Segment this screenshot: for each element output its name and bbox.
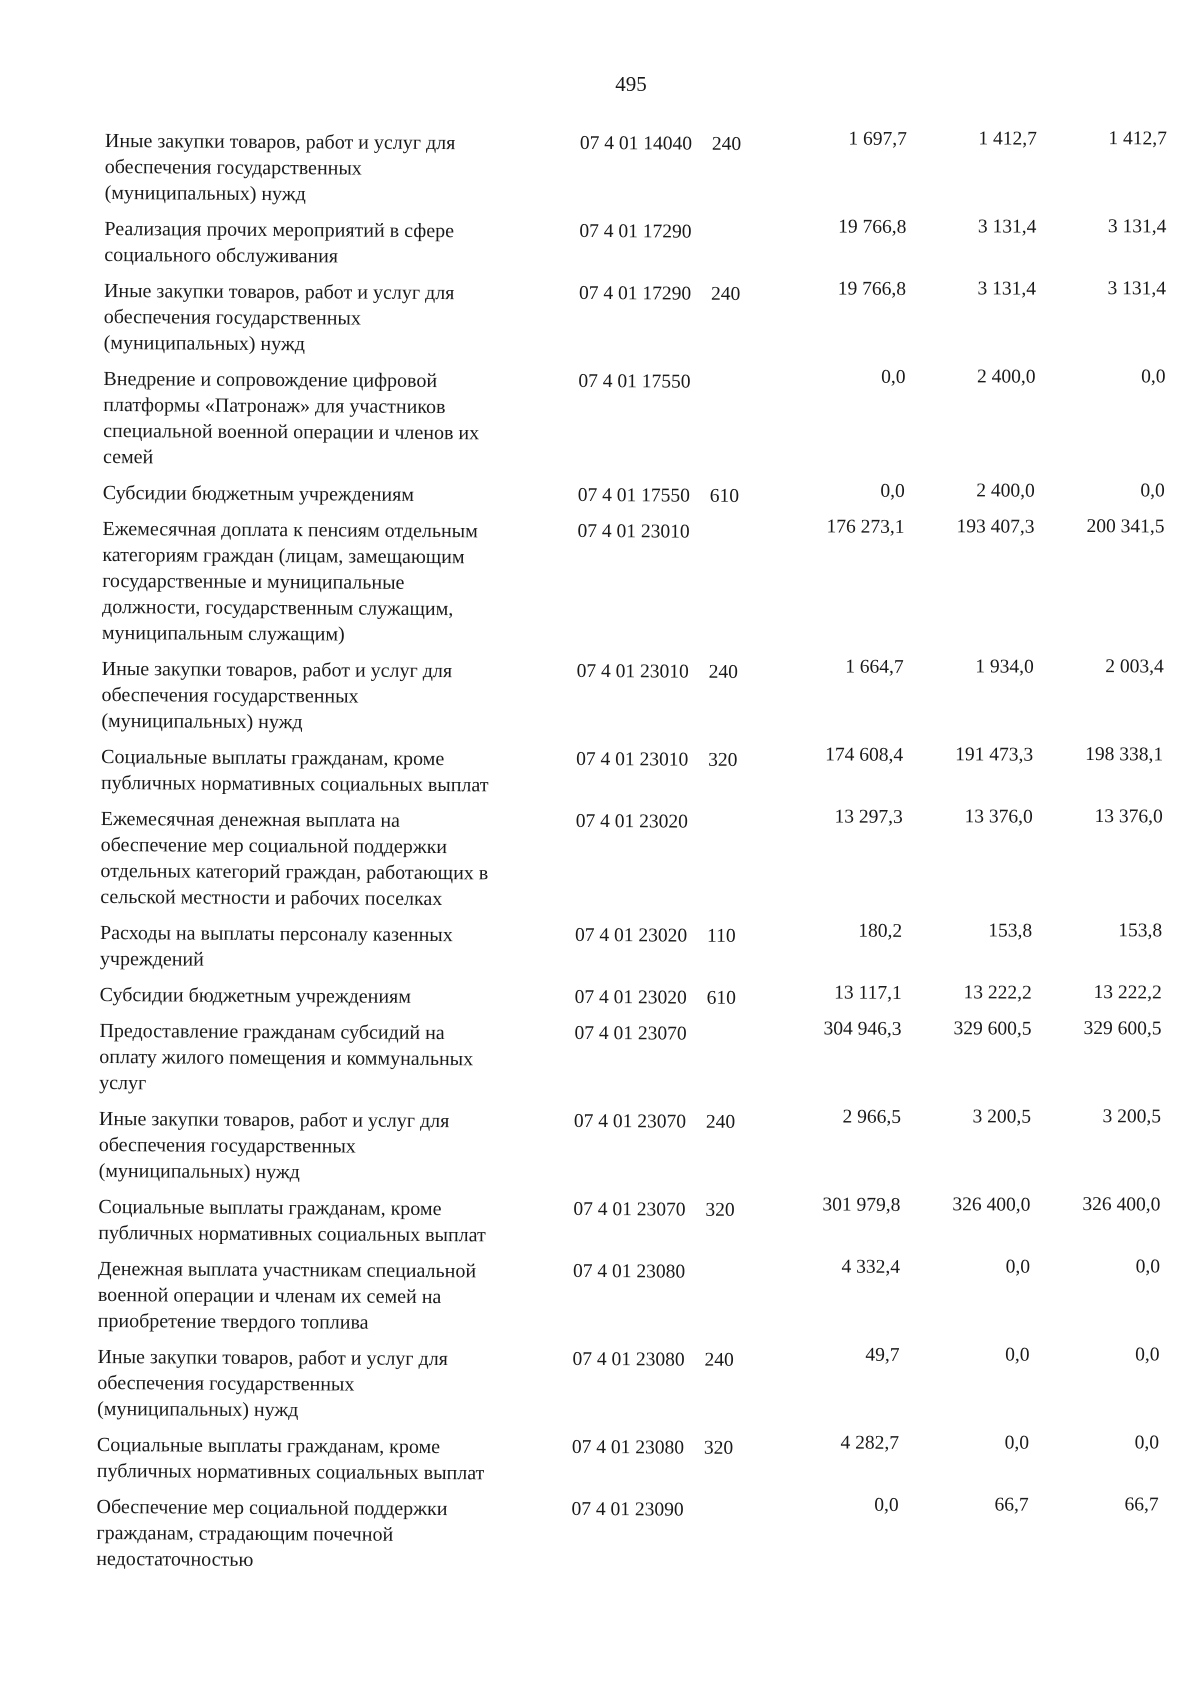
row-value-year2: 3 131,4 <box>977 216 1037 238</box>
row-value-year1: 1 664,7 <box>845 656 904 678</box>
row-name: Обеспечение мер социальной поддержки гражданам, страдающим почечной недостаточностью <box>96 1495 448 1571</box>
row-value-year3: 200 341,5 <box>1086 516 1165 538</box>
row-code: 07 4 01 17550 <box>578 370 691 393</box>
row-value-year1: 180,2 <box>858 920 903 942</box>
row-code: 07 4 01 17550 <box>577 484 690 507</box>
row-value-year2: 326 400,0 <box>952 1194 1031 1216</box>
row-value-year1: 0,0 <box>881 366 906 388</box>
table-row <box>96 1494 1171 1579</box>
table-row <box>98 1194 1173 1253</box>
row-name: Субсидии бюджетным учреждениям <box>102 481 415 506</box>
row-name: Предоставление гражданам субсидий на оплату жилого помещения и коммунальных услуг <box>99 1019 474 1095</box>
row-code: 07 4 01 23020 <box>575 924 688 947</box>
row-value-year3: 0,0 <box>1135 1256 1161 1278</box>
row-value-year1: 4 282,7 <box>840 1432 900 1454</box>
row-code: 07 4 01 23080 <box>571 1436 685 1459</box>
table-row <box>100 806 1176 917</box>
table-row <box>101 744 1176 803</box>
row-value-year3: 0,0 <box>1140 480 1165 502</box>
table-row <box>99 1018 1174 1103</box>
table-row <box>104 216 1179 275</box>
row-value-year2: 3 200,5 <box>972 1106 1032 1128</box>
row-code: 07 4 01 23010 <box>576 748 689 771</box>
row-expense-type: 320 <box>703 1437 734 1459</box>
table-row <box>97 1344 1172 1429</box>
row-name: Иные закупки товаров, работ и услуг для обеспечения государственных (муниципальных) нужд <box>97 1345 448 1422</box>
row-name: Внедрение и сопровождение цифровой платформы «Патронаж» для участников специальной военной операции и членов их семей <box>102 367 480 469</box>
row-code: 07 4 01 23090 <box>571 1498 684 1521</box>
row-value-year1: 0,0 <box>874 1494 899 1516</box>
row-value-year1: 304 946,3 <box>823 1018 902 1040</box>
table-row <box>97 1432 1172 1491</box>
row-code: 07 4 01 23070 <box>573 1198 686 1221</box>
row-value-year1: 13 117,1 <box>834 982 902 1004</box>
row-value-year2: 329 600,5 <box>953 1018 1032 1040</box>
table-row <box>103 366 1179 477</box>
row-code: 07 4 01 23070 <box>574 1022 687 1045</box>
row-name: Иные закупки товаров, работ и услуг для обеспечения государственных (муниципальных) нужд <box>104 129 456 206</box>
table-row <box>101 656 1176 741</box>
row-value-year3: 329 600,5 <box>1083 1017 1162 1040</box>
row-value-year3: 3 200,5 <box>1102 1106 1162 1128</box>
row-value-year3: 326 400,0 <box>1082 1193 1161 1216</box>
row-value-year1: 2 966,5 <box>842 1106 902 1128</box>
row-expense-type: 110 <box>707 925 736 947</box>
row-name: Социальные выплаты гражданам, кроме публичных нормативных социальных выплат <box>98 1195 486 1247</box>
row-expense-type: 610 <box>706 987 737 1009</box>
row-code: 07 4 01 23080 <box>572 1348 685 1371</box>
row-code: 07 4 01 23070 <box>573 1110 687 1133</box>
table-row <box>102 516 1178 653</box>
row-code: 07 4 01 14040 <box>579 132 693 155</box>
row-name: Ежемесячная доплата к пенсиям отдельным категориям граждан (лицам, замещающим государственные и муниципальные должности, государственным служащим, муниципальным служащим) <box>101 517 478 646</box>
row-expense-type: 610 <box>709 485 740 507</box>
row-value-year1: 0,0 <box>880 480 905 502</box>
row-value-year1: 49,7 <box>865 1344 900 1366</box>
row-code: 07 4 01 17290 <box>578 282 692 305</box>
row-value-year3: 153,8 <box>1118 920 1163 942</box>
row-value-year3: 2 003,4 <box>1105 656 1164 678</box>
row-value-year1: 176 273,1 <box>826 516 905 538</box>
row-expense-type: 240 <box>704 1349 734 1371</box>
row-name: Ежемесячная денежная выплата на обеспечение мер социальной поддержки отдельных категорий граждан, работающих в сельской местности и рабочих поселках <box>100 807 489 911</box>
table-row <box>103 480 1178 513</box>
table-row <box>100 920 1175 979</box>
row-name: Реализация прочих мероприятий в сфере социального обслуживания <box>104 217 455 268</box>
row-code: 07 4 01 23020 <box>575 810 688 833</box>
table-row <box>105 128 1180 213</box>
row-value-year1: 301 979,8 <box>822 1194 901 1216</box>
row-name: Социальные выплаты гражданам, кроме публичных нормативных социальных выплат <box>100 745 489 797</box>
row-expense-type: 240 <box>705 1111 736 1133</box>
row-value-year2: 13 222,2 <box>963 982 1032 1004</box>
row-expense-type: 320 <box>705 1199 735 1221</box>
row-value-year1: 174 608,4 <box>825 744 904 766</box>
row-value-year3: 3 131,4 <box>1107 216 1167 238</box>
table-row <box>98 1256 1173 1341</box>
row-expense-type: 240 <box>711 133 742 155</box>
row-value-year3: 66,7 <box>1124 1494 1159 1516</box>
row-value-year1: 13 297,3 <box>834 806 903 828</box>
row-value-year1: 4 332,4 <box>841 1256 901 1278</box>
table-row <box>99 1106 1174 1191</box>
row-value-year2: 0,0 <box>1005 1344 1030 1366</box>
row-expense-type: 240 <box>710 283 741 305</box>
row-expense-type: 240 <box>708 661 739 683</box>
row-value-year3: 13 222,2 <box>1093 982 1162 1004</box>
row-code: 07 4 01 23020 <box>574 986 687 1009</box>
table-row <box>100 982 1175 1015</box>
row-expense-type: 320 <box>708 749 738 771</box>
row-code: 07 4 01 17290 <box>579 220 692 243</box>
row-value-year2: 1 412,7 <box>978 128 1038 150</box>
row-value-year2: 2 400,0 <box>976 366 1036 388</box>
row-value-year2: 13 376,0 <box>964 806 1033 828</box>
page-number: 495 <box>615 72 647 96</box>
row-value-year3: 3 131,4 <box>1107 278 1167 300</box>
row-value-year2: 153,8 <box>988 920 1033 942</box>
row-value-year2: 1 934,0 <box>975 656 1034 678</box>
row-value-year3: 13 376,0 <box>1094 806 1163 828</box>
row-value-year2: 2 400,0 <box>976 480 1035 502</box>
row-code: 07 4 01 23010 <box>577 520 690 543</box>
row-name: Иные закупки товаров, работ и услуг для обеспечения государственных (муниципальных) нужд <box>98 1107 450 1184</box>
row-value-year1: 19 766,8 <box>837 278 907 300</box>
row-name: Расходы на выплаты персоналу казенных учреждений <box>99 921 453 971</box>
row-name: Иные закупки товаров, работ и услуг для обеспечения государственных (муниципальных) нужд <box>101 657 453 734</box>
row-value-year3: 1 412,7 <box>1108 128 1168 150</box>
row-value-year1: 1 697,7 <box>848 128 908 150</box>
row-value-year2: 193 407,3 <box>956 516 1035 538</box>
row-value-year3: 0,0 <box>1134 1432 1160 1454</box>
row-value-year3: 0,0 <box>1141 366 1166 388</box>
table-row <box>104 278 1179 363</box>
budget-table <box>96 128 1180 1589</box>
row-value-year2: 66,7 <box>994 1494 1029 1516</box>
row-code: 07 4 01 23080 <box>572 1260 686 1283</box>
row-value-year2: 191 473,3 <box>955 744 1034 766</box>
row-name: Субсидии бюджетным учреждениям <box>99 983 411 1008</box>
row-name: Денежная выплата участникам специальной военной операции и членам их семей на приобретение твердого топлива <box>97 1257 477 1334</box>
row-value-year1: 19 766,8 <box>838 216 907 238</box>
row-value-year2: 3 131,4 <box>977 278 1037 300</box>
row-value-year3: 198 338,1 <box>1085 743 1164 766</box>
row-value-year2: 0,0 <box>1005 1256 1031 1278</box>
row-value-year3: 0,0 <box>1135 1344 1160 1366</box>
row-name: Социальные выплаты гражданам, кроме публичных нормативных социальных выплат <box>96 1433 485 1485</box>
row-name: Иные закупки товаров, работ и услуг для обеспечения государственных (муниципальных) нужд <box>103 279 455 356</box>
row-value-year2: 0,0 <box>1004 1432 1030 1454</box>
row-code: 07 4 01 23010 <box>576 660 689 683</box>
